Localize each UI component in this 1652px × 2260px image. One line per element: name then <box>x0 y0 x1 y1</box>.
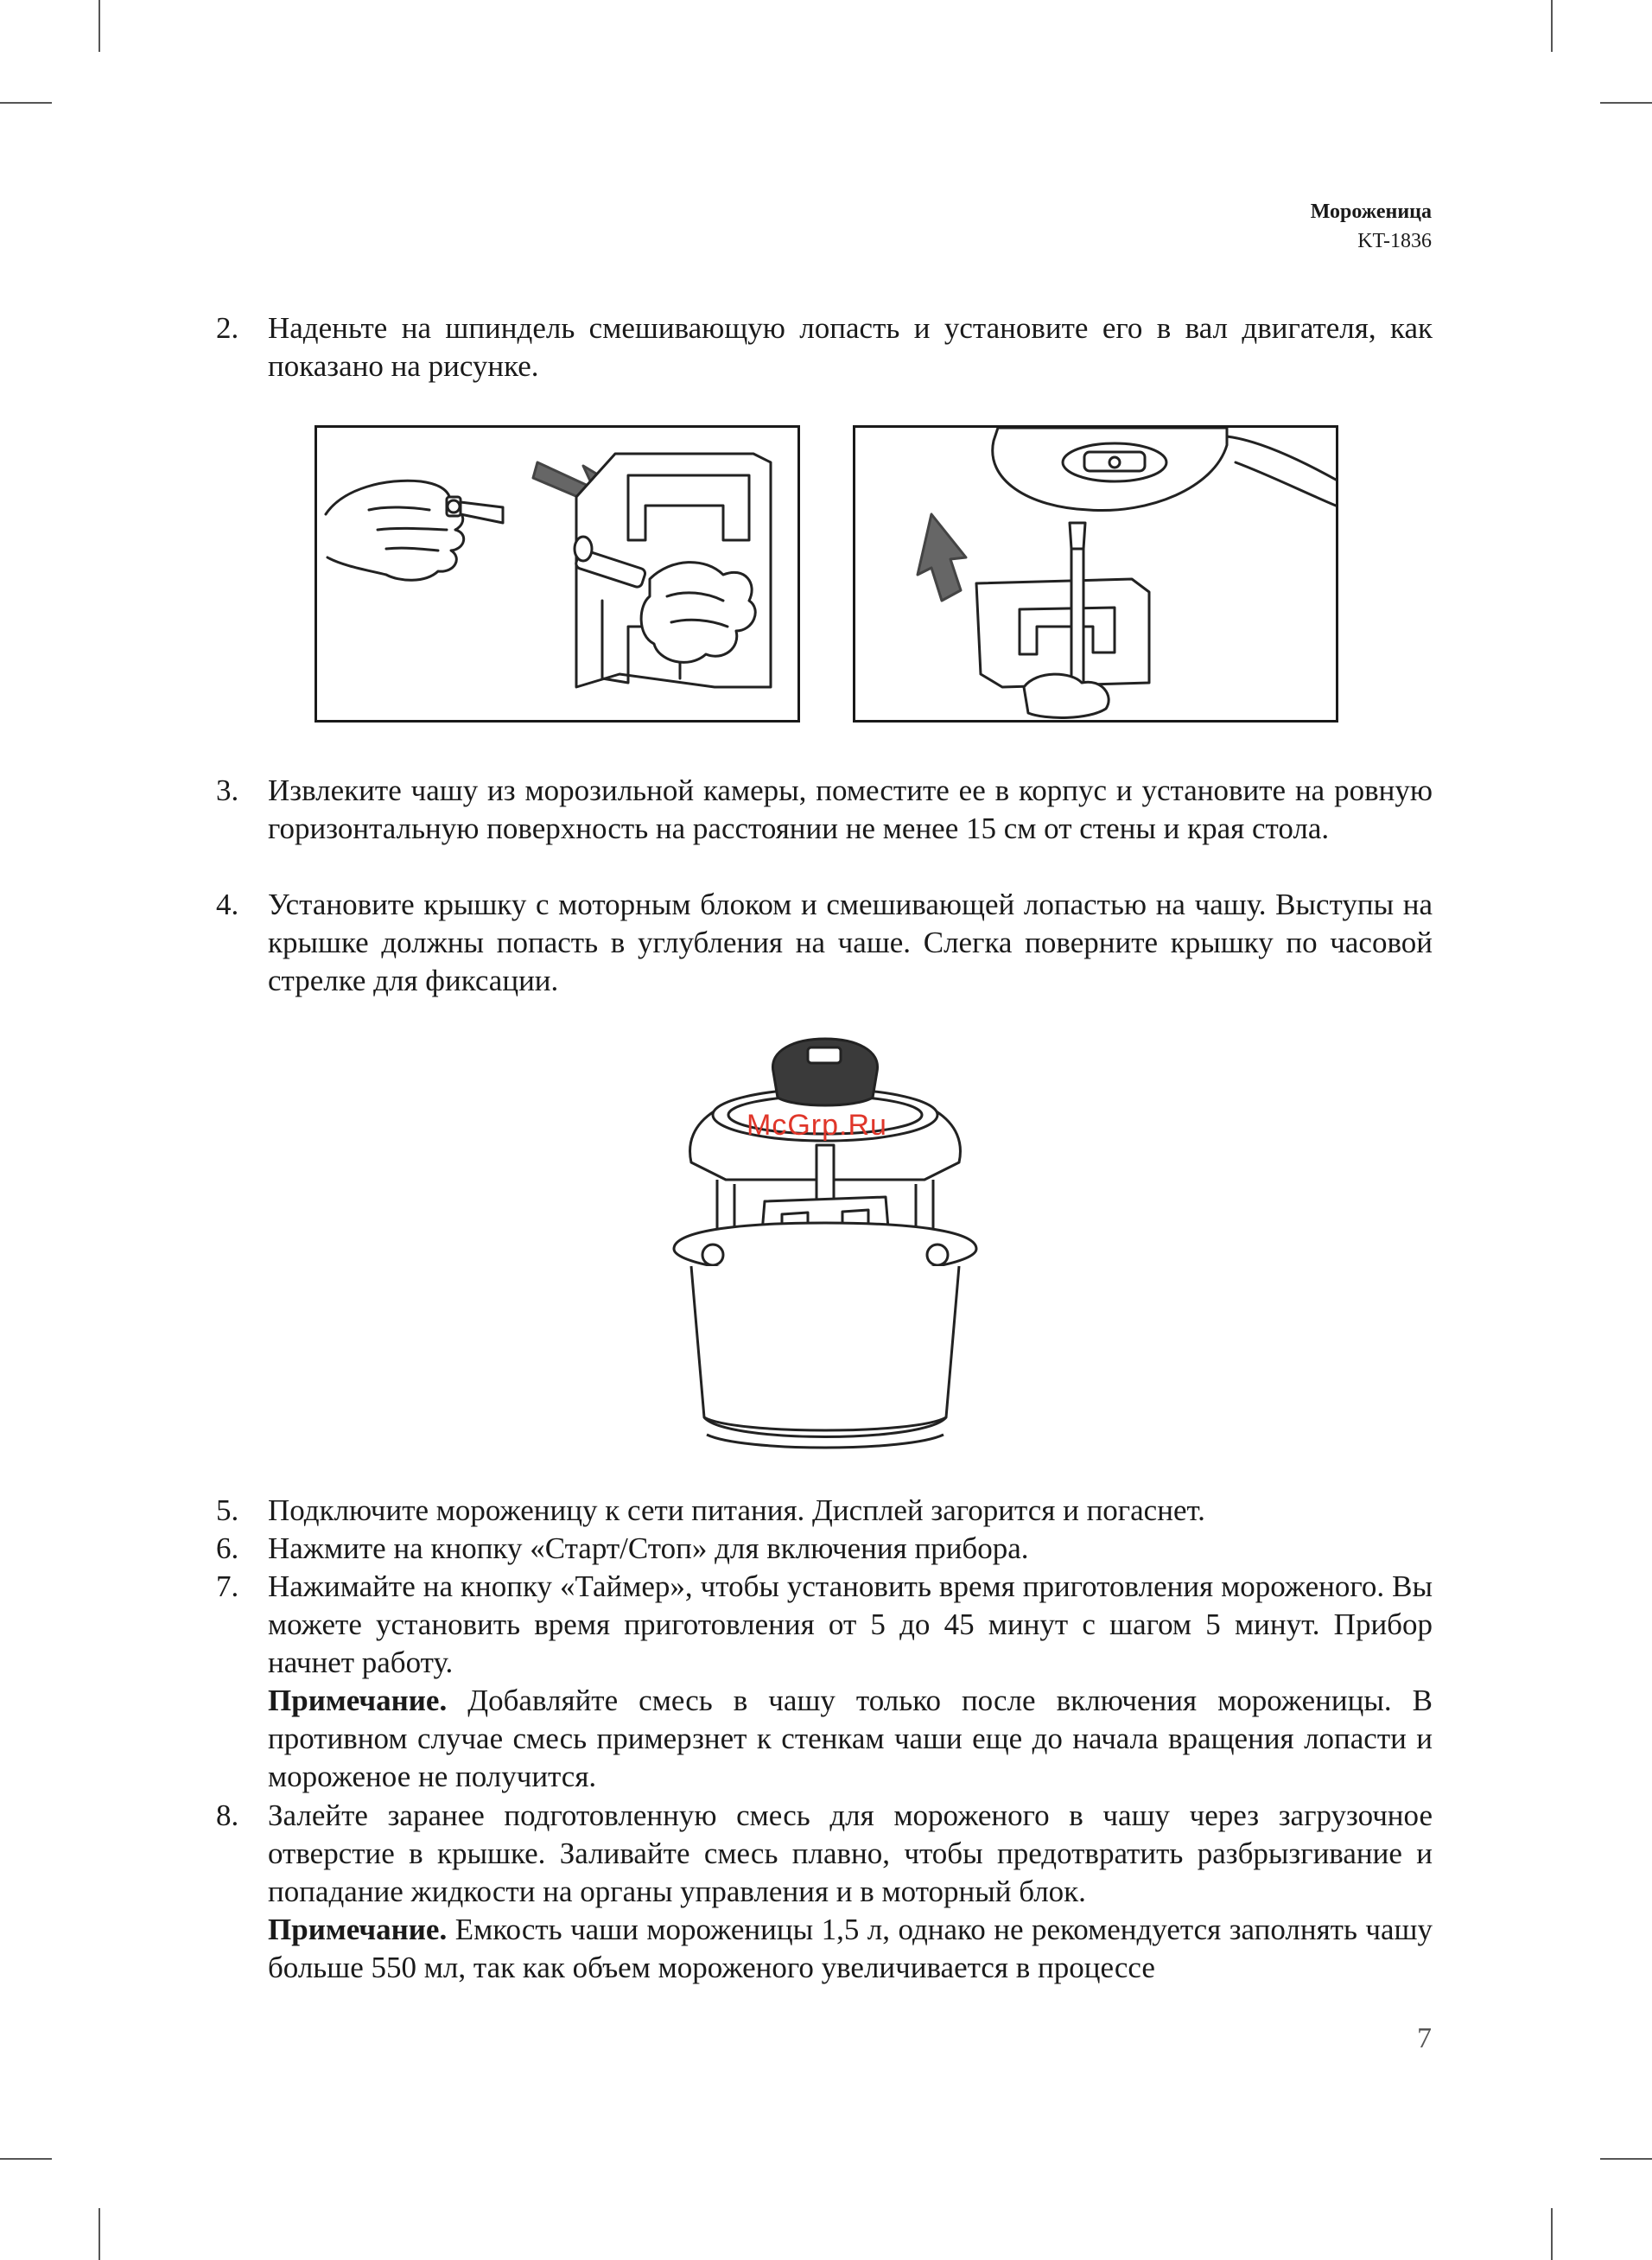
crop-mark <box>1600 2158 1652 2160</box>
watermark-text: McGrp.Ru <box>747 1109 887 1142</box>
crop-mark <box>1600 102 1652 104</box>
page-number: 7 <box>1417 2022 1432 2054</box>
crop-mark <box>98 2208 100 2260</box>
step-item <box>216 309 1433 385</box>
crop-mark <box>98 0 100 52</box>
note-text: Емкость чаши мороженицы 1,5 л, однако не рекомендуется заполнять чашу больше 550 мл, так как объем мороженого увеличивается в процессе <box>268 1913 1433 1984</box>
crop-mark <box>0 2158 52 2160</box>
figure-ice-cream-maker <box>665 1028 985 1461</box>
note-label: Примечание. <box>268 1913 448 1946</box>
step-number: 7. <box>216 1569 239 1603</box>
crop-mark <box>0 102 52 104</box>
step-text: Подключите мороженицу к сети питания. Дисплей загорится и погаснет. <box>268 1493 1205 1527</box>
note-text: Добавляйте смесь в чашу только после включения мороженицы. В противном случае смесь примерзнет к стенкам чаши еще до начала вращения лопасти и мороженое не получится. <box>268 1684 1433 1793</box>
step-number: 6. <box>216 1531 239 1565</box>
header-model: KT-1836 <box>1357 230 1432 252</box>
step-text <box>268 1797 1433 1987</box>
step-main-text: Нажимайте на кнопку «Таймер», чтобы установить время приготовления мороженого. Вы можете установить время приготовления от 5 до 45 минут с шагом 5 минут. Прибор начнет работу. <box>268 1569 1433 1679</box>
step-text: Установите крышку с моторным блоком и смешивающей лопастью на чашу. Выступы на крышке должны попасть в углубления на чаше. Слегка поверните крышку по часовой стрелке для фиксации. <box>268 888 1433 997</box>
step-item <box>216 1568 1433 1796</box>
step-text <box>268 1568 1433 1796</box>
step-number: 8. <box>216 1798 239 1832</box>
step-item <box>216 772 1433 848</box>
step-main-text: Залейте заранее подготовленную смесь для мороженого в чашу через загрузочное отверстие в крышке. Заливайте смесь плавно, чтобы предотвратить разбрызгивание и попадание жидкости на органы управления и в моторный блок. <box>268 1798 1433 1908</box>
crop-mark <box>1551 2208 1553 2260</box>
header-title: Мороженица <box>1310 201 1432 223</box>
step-number: 4. <box>216 888 239 921</box>
step-text: Наденьте на шпиндель смешивающую лопасть и установите его в вал двигателя, как показано на рисунке. <box>268 311 1433 383</box>
page-header <box>1311 197 1432 256</box>
crop-mark <box>1551 0 1553 52</box>
step-number: 2. <box>216 311 239 345</box>
figure-insert-spindle <box>315 425 800 723</box>
step-number: 5. <box>216 1493 239 1527</box>
step-text: Извлеките чашу из морозильной камеры, поместите ее в корпус и установите на ровную горизонтальную поверхность на расстоянии не менее 15 см от стены и края стола. <box>268 773 1433 845</box>
step-item <box>216 1530 1433 1568</box>
figure-install-spindle <box>853 425 1338 723</box>
step-text: Нажмите на кнопку «Старт/Стоп» для включения прибора. <box>268 1531 1029 1565</box>
note-label: Примечание. <box>268 1684 448 1717</box>
step-number: 3. <box>216 773 239 807</box>
step-item <box>216 1797 1433 1987</box>
step-item <box>216 1492 1433 1530</box>
step-item <box>216 886 1433 1000</box>
